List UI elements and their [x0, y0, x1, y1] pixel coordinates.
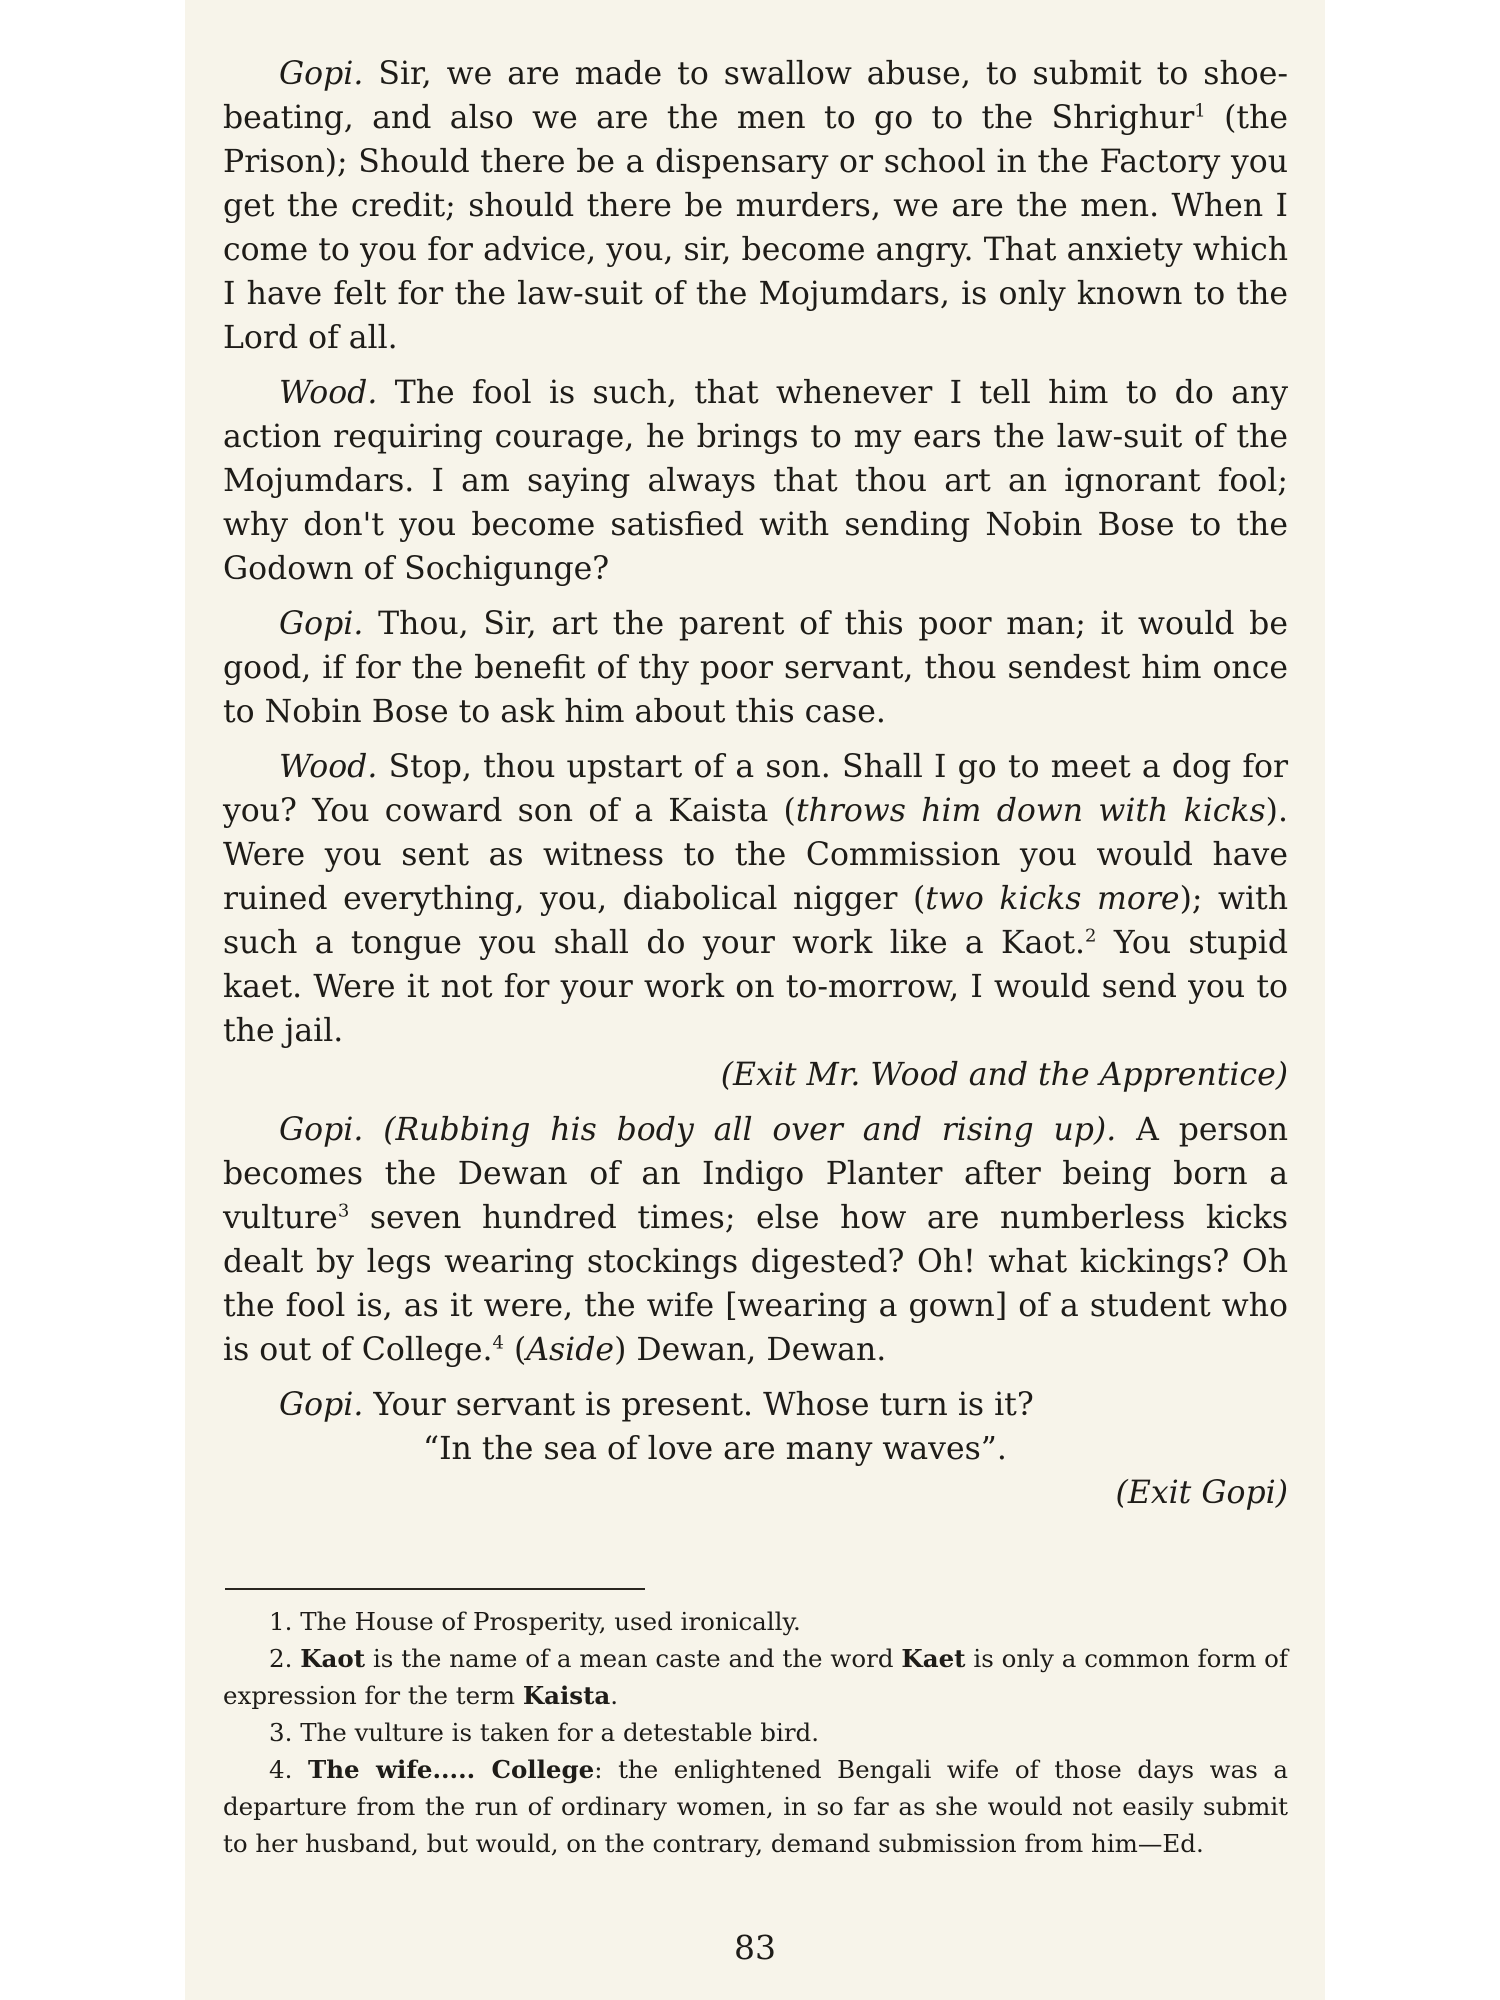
footnote-term: Kaista — [522, 1681, 611, 1710]
dialogue-line: You stupid kaet. Were it not for your work on to-morrow, I would send you to the jail. — [223, 925, 1288, 1049]
speaker-name: Gopi. — [279, 1112, 364, 1148]
paragraph-gopi-1 — [223, 52, 1288, 360]
paragraph-gopi-3 — [223, 1108, 1288, 1372]
exit-direction: (Exit Mr. Wood and the Apprentice) — [720, 1057, 1288, 1093]
footnote-3 — [223, 1714, 1288, 1751]
dialogue-text — [223, 52, 1288, 1526]
footnote-text: is only a common form of expression for the term — [223, 1644, 1288, 1710]
footnote-term: Kaet — [901, 1644, 966, 1673]
footnote-text: . — [610, 1681, 619, 1710]
dialogue-line: seven hundred times; else how are numberless kicks dealt by legs wearing stockings digested? Oh! what kickings? Oh the fool is, as it were, the wife [wearing a gown] of a student who is out of College. — [223, 1200, 1288, 1368]
footnote-2 — [223, 1640, 1288, 1714]
dialogue-line: Sir, we are made to swallow abuse, to submit to shoe-beating, and also we are the men to go to the Shrighur — [223, 56, 1288, 136]
footnote-term: Kaot — [300, 1644, 366, 1673]
dialogue-line: ( — [503, 1332, 527, 1368]
speaker-name: Wood. — [279, 749, 378, 785]
exit-direction: (Exit Gopi) — [1115, 1475, 1288, 1511]
page-number: 83 — [734, 1928, 776, 1967]
footnote-1 — [223, 1603, 1288, 1640]
footnote-text: The House of Prosperity, used ironically. — [300, 1607, 801, 1636]
footnote-number: 3. — [269, 1718, 293, 1747]
dialogue-line: Your servant is present. Whose turn is it? — [363, 1387, 1034, 1423]
dialogue-line: (the Prison); Should there be a dispensary or school in the Factory you get the credit; should there be murders, we are the men. When I come to you for advice, you, sir, become angry. That anxiety which I have felt for the law-suit of the Mojumdars, is only known to the Lord of all. — [223, 100, 1288, 356]
dialogue-line: A person becomes the Dewan of an Indigo Planter after being born a vulture — [223, 1112, 1288, 1236]
footnotes — [223, 1603, 1288, 1862]
stage-direction: two kicks more — [925, 881, 1180, 917]
speaker-name: Gopi. — [279, 606, 364, 642]
paragraph-wood-2 — [223, 745, 1288, 1053]
book-page — [185, 0, 1325, 2000]
paragraph-gopi-4 — [223, 1383, 1288, 1427]
speaker-name: Wood. — [279, 375, 378, 411]
footnote-text: is the name of a mean caste and the word — [365, 1644, 902, 1673]
dialogue-line: ); with such a tongue you shall do your work like a Kaot. — [223, 881, 1289, 961]
footnote-number: 2. — [269, 1644, 293, 1673]
dialogue-line: ). Were you sent as witness to the Commission you would have ruined everything, you, diabolical nigger ( — [223, 793, 1288, 917]
dialogue-line: ) Dewan, Dewan. — [614, 1332, 887, 1368]
footnote-ref: 1 — [1194, 100, 1206, 122]
footnote-number: 1. — [269, 1607, 293, 1636]
stage-direction: Aside — [526, 1332, 615, 1368]
speaker-name: Gopi. — [279, 56, 364, 92]
song-line: “In the sea of love are many waves”. — [423, 1431, 1007, 1467]
footnote-ref: 3 — [337, 1200, 350, 1222]
footnote-number: 4. — [269, 1755, 293, 1784]
stage-direction: throws him down with kicks — [795, 793, 1266, 829]
dialogue-line: Thou, Sir, art the parent of this poor man; it would be good, if for the benefit of thy poor servant, thou sendest him once to Nobin Bose to ask him about this case. — [223, 606, 1288, 730]
footnote-4 — [223, 1751, 1288, 1862]
footnote-ref: 4 — [492, 1332, 504, 1354]
stage-direction: (Rubbing his body all over and rising up). — [363, 1112, 1117, 1148]
footnote-text: The vulture is taken for a detestable bird. — [300, 1718, 820, 1747]
speaker-name: Gopi. — [279, 1387, 364, 1423]
dialogue-line: The fool is such, that whenever I tell him to do any action requiring courage, he brings to my ears the law-suit of the Mojumdars. I am saying always that thou art an ignorant fool; why don't you become satisfied with sending Nobin Bose to the Godown of Sochigunge? — [223, 375, 1288, 587]
footnote-divider — [225, 1588, 645, 1590]
footnote-text: : the enlightened Bengali wife of those days was a departure from the run of ordinary women, in so far as she would not easily submit to her husband, but would, on the contrary, demand submission from him—Ed. — [223, 1755, 1288, 1858]
paragraph-gopi-2 — [223, 602, 1288, 734]
paragraph-wood-1 — [223, 371, 1288, 591]
footnote-ref: 2 — [1085, 925, 1097, 947]
footnote-term: The wife..... College — [307, 1755, 595, 1784]
dialogue-line: Stop, thou upstart of a son. Shall I go to meet a dog for you? You coward son of a Kaista ( — [223, 749, 1288, 829]
